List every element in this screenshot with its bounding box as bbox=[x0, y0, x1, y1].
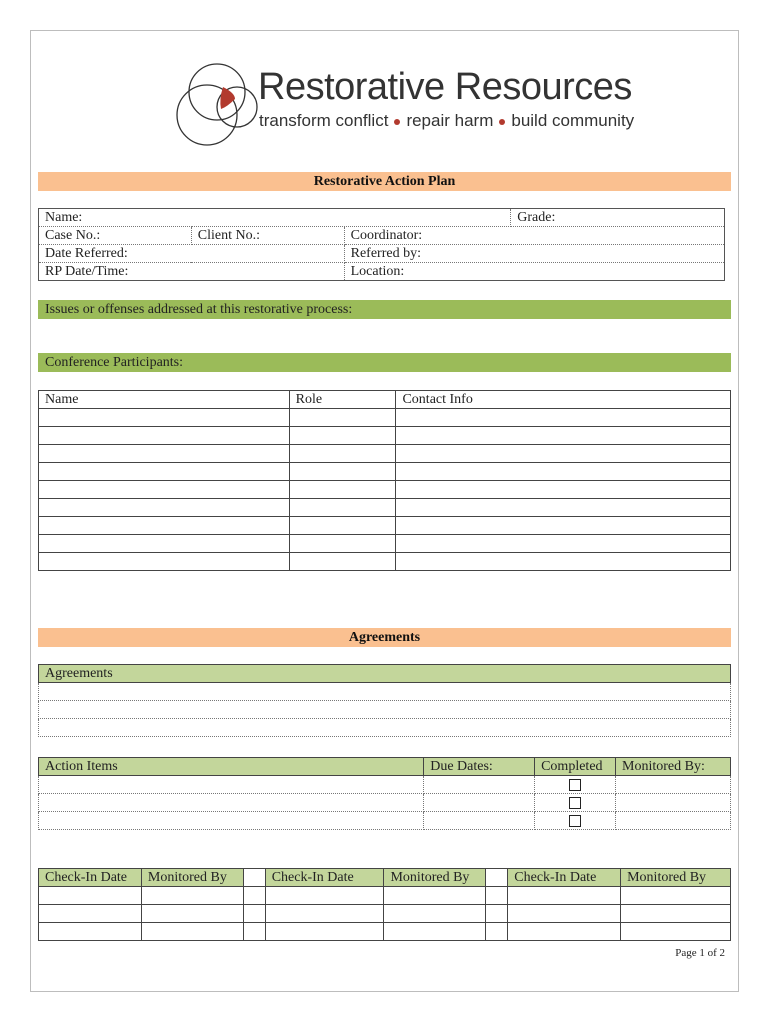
checkin-date-header-3: Check-In Date bbox=[508, 869, 621, 887]
table-row bbox=[39, 535, 731, 553]
agreements-header: Agreements bbox=[39, 665, 731, 683]
checkin-monitor-header-3: Monitored By bbox=[621, 869, 731, 887]
referred-by-field[interactable]: Referred by: bbox=[344, 245, 724, 263]
checkin-table bbox=[38, 868, 731, 941]
participants-header-contact: Contact Info bbox=[396, 391, 731, 409]
table-row bbox=[39, 445, 731, 463]
participants-header-name: Name bbox=[39, 391, 290, 409]
participants-table bbox=[38, 390, 731, 571]
due-dates-header: Due Dates: bbox=[424, 758, 535, 776]
participants-header-role: Role bbox=[289, 391, 396, 409]
agreements-title: Agreements bbox=[38, 628, 731, 647]
page-number: Page 1 of 2 bbox=[675, 947, 725, 959]
date-referred-field[interactable]: Date Referred: bbox=[39, 245, 345, 263]
checkin-date-header-1: Check-In Date bbox=[39, 869, 142, 887]
completed-checkbox[interactable] bbox=[569, 779, 581, 791]
completed-checkbox[interactable] bbox=[569, 815, 581, 827]
bullet-dot-icon bbox=[499, 119, 505, 125]
table-row bbox=[39, 905, 731, 923]
table-row bbox=[39, 517, 731, 535]
grade-field[interactable]: Grade: bbox=[511, 209, 725, 227]
table-row bbox=[39, 701, 731, 719]
table-row bbox=[39, 794, 731, 812]
table-row bbox=[39, 923, 731, 941]
completed-header: Completed bbox=[535, 758, 616, 776]
checkin-monitor-header-2: Monitored By bbox=[384, 869, 486, 887]
table-row bbox=[39, 683, 731, 701]
table-row bbox=[39, 481, 731, 499]
action-items-table bbox=[38, 757, 731, 830]
table-row bbox=[39, 409, 731, 427]
case-info-table bbox=[38, 208, 725, 281]
table-row bbox=[39, 812, 731, 830]
client-no-field[interactable]: Client No.: bbox=[191, 227, 344, 245]
issues-label: Issues or offenses addressed at this restorative process: bbox=[38, 300, 731, 319]
table-row bbox=[39, 499, 731, 517]
agreements-table bbox=[38, 664, 731, 737]
monitored-by-header: Monitored By: bbox=[616, 758, 731, 776]
checkin-monitor-header-1: Monitored By bbox=[141, 869, 243, 887]
form-title: Restorative Action Plan bbox=[38, 172, 731, 191]
name-field[interactable]: Name: bbox=[39, 209, 511, 227]
participants-label: Conference Participants: bbox=[38, 353, 731, 372]
checkin-date-header-2: Check-In Date bbox=[265, 869, 384, 887]
table-row bbox=[39, 776, 731, 794]
logo-tagline: transform conflict repair harm build community bbox=[259, 111, 635, 130]
bullet-dot-icon bbox=[394, 119, 400, 125]
table-row bbox=[39, 719, 731, 737]
logo-wordmark: Restorative Resources bbox=[258, 66, 632, 108]
logo-circles-icon bbox=[175, 55, 265, 155]
table-row bbox=[39, 887, 731, 905]
table-row bbox=[39, 427, 731, 445]
rp-datetime-field[interactable]: RP Date/Time: bbox=[39, 263, 345, 281]
location-field[interactable]: Location: bbox=[344, 263, 724, 281]
table-row bbox=[39, 463, 731, 481]
completed-checkbox[interactable] bbox=[569, 797, 581, 809]
table-row bbox=[39, 553, 731, 571]
case-no-field[interactable]: Case No.: bbox=[39, 227, 192, 245]
coordinator-field[interactable]: Coordinator: bbox=[344, 227, 724, 245]
action-items-header: Action Items bbox=[39, 758, 424, 776]
